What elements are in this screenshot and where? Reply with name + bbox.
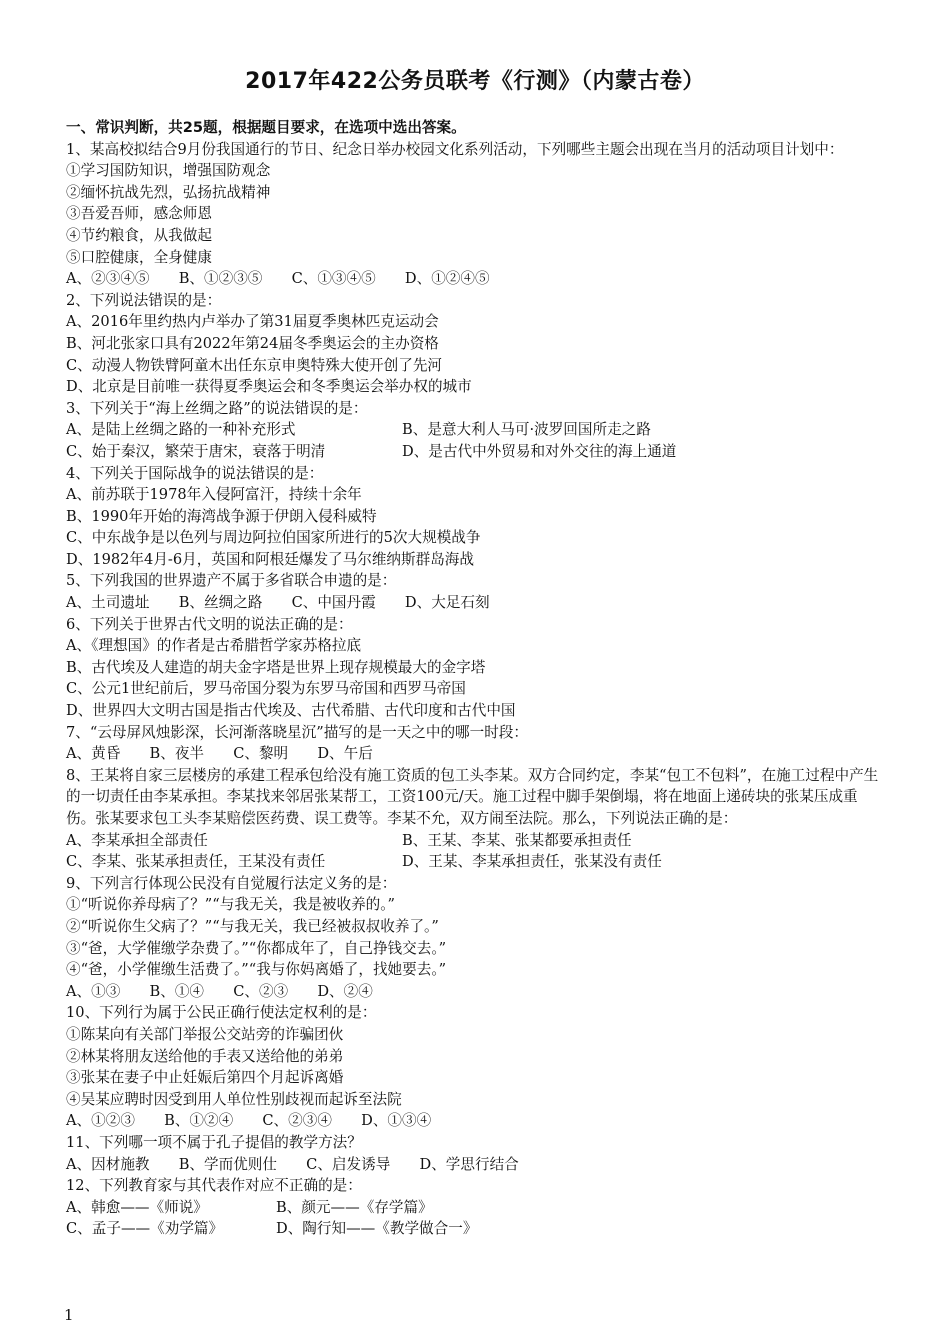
question-10-item-2: ②林某将朋友送给他的手表又送给他的弟弟 bbox=[66, 1047, 344, 1065]
question-1-item-3: ③吾爱吾师，感念师恩 bbox=[66, 205, 212, 223]
question-2-option-a: A、2016年里约热内卢举办了第31届夏季奥林匹克运动会 bbox=[66, 313, 439, 331]
page-title: 2017年422公务员联考《行测》（内蒙古卷） bbox=[245, 69, 705, 94]
question-3-option-a: A、是陆上丝绸之路的一种补充形式 bbox=[66, 421, 296, 439]
question-12-option-a: A、韩愈——《师说》 bbox=[66, 1198, 208, 1216]
question-3-option-b: B、是意大利人马可·波罗回国所走之路 bbox=[402, 421, 651, 439]
question-1-item-5: ⑤口腔健康，全身健康 bbox=[66, 248, 212, 266]
question-3-options-row-2 bbox=[66, 441, 886, 463]
question-5-stem: 5、下列我国的世界遗产不属于多省联合申遗的是： bbox=[66, 572, 397, 590]
question-4-option-d: D、1982年4月-6月，英国和阿根廷爆发了马尔维纳斯群岛海战 bbox=[66, 550, 475, 568]
question-6-option-d: D、世界四大文明古国是指古代埃及、古代希腊、古代印度和古代中国 bbox=[66, 702, 516, 720]
question-10-item-4: ④吴某应聘时因受到用人单位性别歧视而起诉至法院 bbox=[66, 1090, 402, 1108]
question-5-options: A、土司遗址 B、丝绸之路 C、中国丹霞 D、大足石刻 bbox=[66, 594, 490, 612]
question-6-option-c: C、公元1世纪前后，罗马帝国分裂为东罗马帝国和西罗马帝国 bbox=[66, 680, 466, 698]
question-6-stem: 6、下列关于世界古代文明的说法正确的是： bbox=[66, 615, 353, 633]
question-10-item-3: ③张某在妻子中止妊娠后第四个月起诉离婚 bbox=[66, 1069, 344, 1087]
question-4-option-b: B、1990年开始的海湾战争源于伊朗入侵科威特 bbox=[66, 507, 377, 525]
question-8-options-row-1 bbox=[66, 830, 886, 852]
question-8-option-c: C、李某、张某承担责任，王某没有责任 bbox=[66, 853, 326, 871]
question-4-option-c: C、中东战争是以色列与周边阿拉伯国家所进行的5次大规模战争 bbox=[66, 529, 481, 547]
section-heading: 一、常识判断，共25题，根据题目要求，在选项中选出答案。 bbox=[66, 119, 466, 136]
question-9-stem: 9、下列言行体现公民没有自觉履行法定义务的是： bbox=[66, 874, 397, 892]
question-1-stem: 1、某高校拟结合9月份我国通行的节日、纪念日举办校园文化系列活动，下列哪些主题会出现在当月的活动项目计划中： bbox=[66, 140, 844, 158]
question-1-options: A、②③④⑤ B、①②③⑤ C、①③④⑤ D、①②④⑤ bbox=[66, 270, 490, 288]
question-8-option-d: D、王某、李某承担责任，张某没有责任 bbox=[402, 853, 662, 871]
question-3-stem: 3、下列关于“海上丝绸之路”的说法错误的是： bbox=[66, 399, 368, 417]
question-2-option-b: B、河北张家口具有2022年第24届冬季奥运会的主办资格 bbox=[66, 334, 439, 352]
question-7-stem: 7、“云母屏风烛影深，长河渐落晓星沉”描写的是一天之中的哪一时段： bbox=[66, 723, 529, 741]
page-number: 1 bbox=[64, 1306, 74, 1324]
question-8-option-b: B、王某、李某、张某都要承担责任 bbox=[402, 831, 632, 849]
question-1-item-1: ①学习国防知识，增强国防观念 bbox=[66, 162, 271, 180]
question-11-stem: 11、下列哪一项不属于孔子提倡的教学方法？ bbox=[66, 1133, 362, 1151]
question-6-option-a: A、《理想国》的作者是古希腊哲学家苏格拉底 bbox=[66, 637, 362, 655]
question-9-item-4: ④“爸，小学催缴生活费了。”“我与你妈离婚了，找她要去。” bbox=[66, 961, 447, 979]
question-9-item-3: ③“爸，大学催缴学杂费了。”“你都成年了，自己挣钱交去。” bbox=[66, 939, 447, 957]
question-3-option-d: D、是古代中外贸易和对外交往的海上通道 bbox=[402, 442, 677, 460]
question-12-option-c: C、孟子——《劝学篇》 bbox=[66, 1220, 224, 1238]
question-12-options-row-1 bbox=[66, 1197, 886, 1219]
question-7-options: A、黄昏 B、夜半 C、黎明 D、午后 bbox=[66, 745, 373, 763]
question-10-item-1: ①陈某向有关部门举报公交站旁的诈骗团伙 bbox=[66, 1025, 344, 1043]
question-8-stem: 8、王某将自家三层楼房的承建工程承包给没有施工资质的包工头李某。双方合同约定，李某“包工不包料”，在施工过程中产生的一切责任由李某承担。李某找来邻居张某帮工，工资100元/天。施工过程中脚手架倒塌，将在地面上递砖块的张某压成重伤。张某要求包工头李某赔偿医药费、误工费等。李某不允，双方闹至法院。那么，下列说法正确的是： bbox=[66, 766, 879, 827]
question-3-option-c: C、始于秦汉，繁荣于唐宋，衰落于明清 bbox=[66, 442, 326, 460]
question-10-options: A、①②③ B、①②④ C、②③④ D、①③④ bbox=[66, 1112, 432, 1130]
question-8-option-a: A、李某承担全部责任 bbox=[66, 831, 208, 849]
question-2-option-c: C、动漫人物铁臂阿童木出任东京申奥特殊大使开创了先河 bbox=[66, 356, 443, 374]
question-12-option-d: D、陶行知——《教学做合一》 bbox=[276, 1220, 478, 1238]
question-8-options-row-2 bbox=[66, 851, 886, 873]
question-9-options: A、①③ B、①④ C、②③ D、②④ bbox=[66, 982, 373, 1000]
question-11-options: A、因材施教 B、学而优则仕 C、启发诱导 D、学思行结合 bbox=[66, 1155, 519, 1173]
question-2-stem: 2、下列说法错误的是： bbox=[66, 291, 222, 309]
document-body bbox=[66, 117, 886, 1240]
question-1-item-4: ④节约粮食，从我做起 bbox=[66, 226, 212, 244]
question-6-option-b: B、古代埃及人建造的胡夫金字塔是世界上现存规模最大的金字塔 bbox=[66, 658, 486, 676]
question-12-option-b: B、颜元——《存学篇》 bbox=[276, 1198, 433, 1216]
question-4-option-a: A、前苏联于1978年入侵阿富汗，持续十余年 bbox=[66, 486, 362, 504]
question-4-stem: 4、下列关于国际战争的说法错误的是： bbox=[66, 464, 324, 482]
question-1-item-2: ②缅怀抗战先烈，弘扬抗战精神 bbox=[66, 183, 271, 201]
question-3-options-row-1 bbox=[66, 419, 886, 441]
question-12-options-row-2 bbox=[66, 1218, 886, 1240]
question-10-stem: 10、下列行为属于公民正确行使法定权利的是： bbox=[66, 1004, 377, 1022]
question-9-item-1: ①“听说你养母病了？”“与我无关，我是被收养的。” bbox=[66, 896, 396, 914]
question-12-stem: 12、下列教育家与其代表作对应不正确的是： bbox=[66, 1177, 362, 1195]
question-9-item-2: ②“听说你生父病了？”“与我无关，我已经被叔叔收养了。” bbox=[66, 917, 439, 935]
question-2-option-d: D、北京是目前唯一获得夏季奥运会和冬季奥运会举办权的城市 bbox=[66, 378, 472, 396]
